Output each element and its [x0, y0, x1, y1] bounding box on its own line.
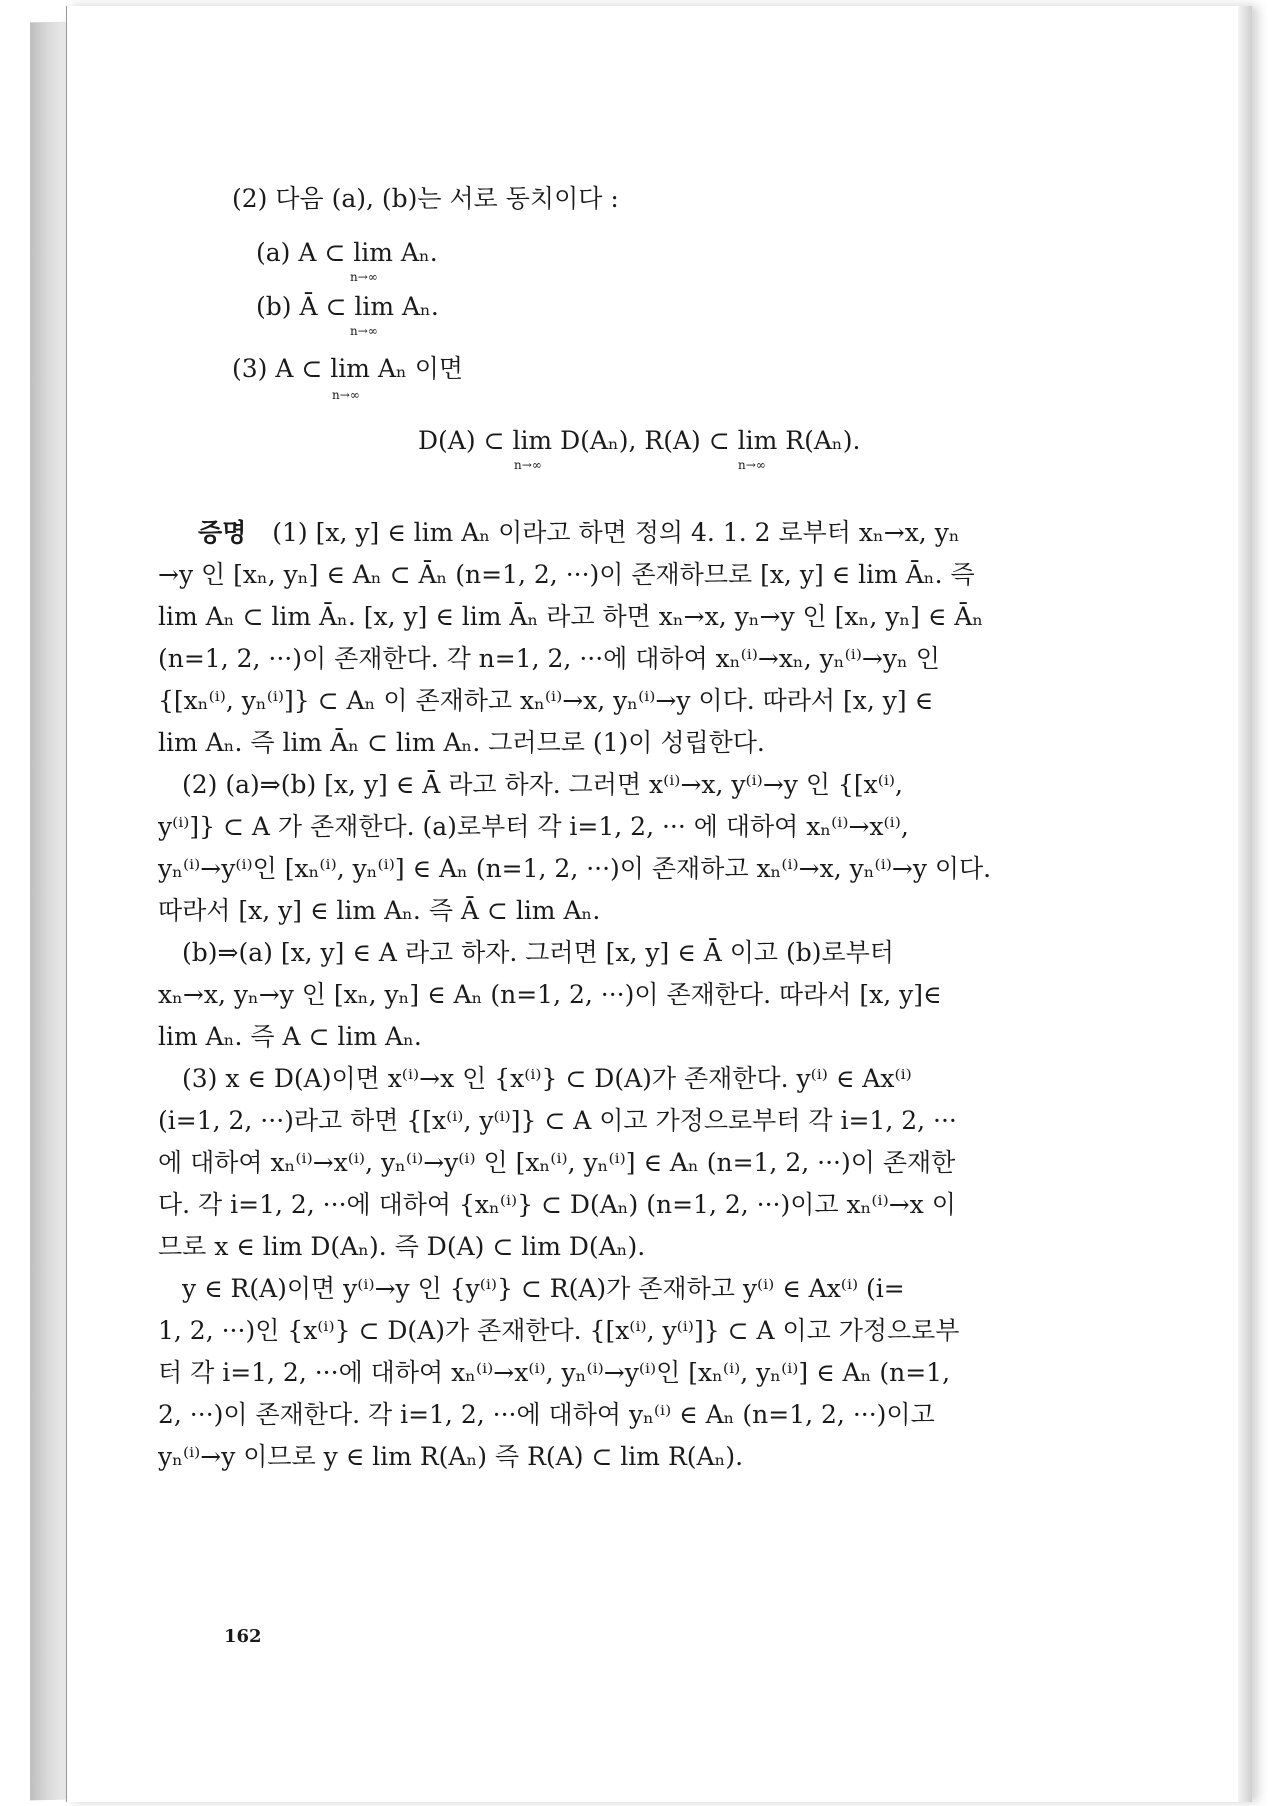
page-edge: [1238, 6, 1252, 1802]
statement-item-2b: [256, 292, 439, 338]
book-spine: [30, 22, 70, 1801]
lim-subscript: n→∞: [350, 270, 378, 284]
proof-line: y⁽ⁱ⁾]} ⊂ A 가 존재한다. (a)로부터 각 i=1, 2, ··· 에 대하여 xₙ⁽ⁱ⁾→x⁽ⁱ⁾,: [158, 812, 909, 841]
proof-line: 1, 2, ···)인 {x⁽ⁱ⁾} ⊂ D(A)가 존재한다. {[x⁽ⁱ⁾, y⁽ⁱ⁾]} ⊂ A 이고 가정으로부: [158, 1316, 960, 1345]
page-number: 162: [224, 1626, 262, 1647]
statement-item-3-formula: [418, 426, 861, 472]
proof-line: yₙ⁽ⁱ⁾→y 이므로 y ∈ lim R(Aₙ) 즉 R(A) ⊂ lim R(Aₙ).: [158, 1442, 744, 1471]
statement-item-3-text: (3) A ⊂ lim Aₙ 이면: [232, 354, 464, 383]
proof-line: xₙ→x, yₙ→y 인 [xₙ, yₙ] ∈ Aₙ (n=1, 2, ···)이 존재한다. 따라서 [x, y]∈: [158, 980, 942, 1009]
proof-line: lim Aₙ. 즉 lim Āₙ ⊂ lim Aₙ. 그러므로 (1)이 성립한다.: [158, 728, 765, 757]
proof-line: →y 인 [xₙ, yₙ] ∈ Aₙ ⊂ Āₙ (n=1, 2, ···)이 존재하므로 [x, y] ∈ lim Āₙ. 즉: [158, 560, 975, 589]
proof-heading: 증명: [198, 518, 247, 547]
proof-line: 터 각 i=1, 2, ···에 대하여 xₙ⁽ⁱ⁾→x⁽ⁱ⁾, yₙ⁽ⁱ⁾→y⁽ⁱ⁾인 [xₙ⁽ⁱ⁾, yₙ⁽ⁱ⁾] ∈ Aₙ (n=1,: [158, 1358, 951, 1387]
statement-item-2a-text: (a) A ⊂ lim Aₙ.: [256, 238, 438, 267]
proof-line: 2, ···)이 존재한다. 각 i=1, 2, ···에 대하여 yₙ⁽ⁱ⁾ ∈ Aₙ (n=1, 2, ···)이고: [158, 1400, 935, 1429]
proof-line: (i=1, 2, ···)라고 하면 {[x⁽ⁱ⁾, y⁽ⁱ⁾]} ⊂ A 이고 가정으로부터 각 i=1, 2, ···: [158, 1106, 957, 1135]
proof-block: [158, 518, 1031, 1484]
lim-subscript: n→∞: [738, 458, 766, 472]
proof-line: (b)⇒(a) [x, y] ∈ A 라고 하자. 그러면 [x, y] ∈ Ā 이고 (b)로부터: [182, 938, 894, 967]
proof-line: lim Aₙ ⊂ lim Āₙ. [x, y] ∈ lim Āₙ 라고 하면 xₙ→x, yₙ→y 인 [xₙ, yₙ] ∈ Āₙ: [158, 602, 984, 631]
statement-item-2: (2) 다음 (a), (b)는 서로 동치이다 :: [232, 184, 619, 213]
proof-line: (n=1, 2, ···)이 존재한다. 각 n=1, 2, ···에 대하여 xₙ⁽ⁱ⁾→xₙ, yₙ⁽ⁱ⁾→yₙ 인: [158, 644, 940, 673]
lim-subscript: n→∞: [350, 324, 378, 338]
proof-line: lim Aₙ. 즉 A ⊂ lim Aₙ.: [158, 1022, 422, 1051]
formula-text: D(A) ⊂ lim D(Aₙ), R(A) ⊂ lim R(Aₙ).: [418, 426, 861, 455]
proof-line: 에 대하여 xₙ⁽ⁱ⁾→x⁽ⁱ⁾, yₙ⁽ⁱ⁾→y⁽ⁱ⁾ 인 [xₙ⁽ⁱ⁾, yₙ⁽ⁱ⁾] ∈ Aₙ (n=1, 2, ···)이 존재한: [158, 1148, 956, 1177]
statement-item-2a: [256, 238, 438, 284]
proof-line: 므로 x ∈ lim D(Aₙ). 즉 D(A) ⊂ lim D(Aₙ).: [158, 1232, 646, 1261]
lim-subscript: n→∞: [332, 388, 360, 402]
proof-line: {[xₙ⁽ⁱ⁾, yₙ⁽ⁱ⁾]} ⊂ Aₙ 이 존재하고 xₙ⁽ⁱ⁾→x, yₙ⁽ⁱ⁾→y 이다. 따라서 [x, y] ∈: [158, 686, 934, 715]
proof-line: 따라서 [x, y] ∈ lim Aₙ. 즉 Ā ⊂ lim Aₙ.: [158, 896, 601, 925]
proof-line: yₙ⁽ⁱ⁾→y⁽ⁱ⁾인 [xₙ⁽ⁱ⁾, yₙ⁽ⁱ⁾] ∈ Aₙ (n=1, 2, ···)이 존재하고 xₙ⁽ⁱ⁾→x, yₙ⁽ⁱ⁾→y 이다.: [158, 854, 992, 883]
proof-line: (2) (a)⇒(b) [x, y] ∈ Ā 라고 하자. 그러면 x⁽ⁱ⁾→x, y⁽ⁱ⁾→y 인 {[x⁽ⁱ⁾,: [182, 770, 903, 799]
proof-line: y ∈ R(A)이면 y⁽ⁱ⁾→y 인 {y⁽ⁱ⁾} ⊂ R(A)가 존재하고 y⁽ⁱ⁾ ∈ Ax⁽ⁱ⁾ (i=: [182, 1274, 905, 1303]
statement-item-3: [232, 354, 464, 402]
proof-line: [198, 518, 1031, 560]
lim-subscript: n→∞: [514, 458, 542, 472]
statement-item-2b-text: (b) Ā ⊂ lim Aₙ.: [256, 292, 439, 321]
proof-line: 다. 각 i=1, 2, ···에 대하여 {xₙ⁽ⁱ⁾} ⊂ D(Aₙ) (n=1, 2, ···)이고 xₙ⁽ⁱ⁾→x 이: [158, 1190, 956, 1219]
proof-line-text: (1) [x, y] ∈ lim Aₙ 이라고 하면 정의 4. 1. 2 로부터 xₙ→x, yₙ: [272, 518, 960, 547]
proof-line: (3) x ∈ D(A)이면 x⁽ⁱ⁾→x 인 {x⁽ⁱ⁾} ⊂ D(A)가 존재한다. y⁽ⁱ⁾ ∈ Ax⁽ⁱ⁾: [182, 1064, 912, 1093]
